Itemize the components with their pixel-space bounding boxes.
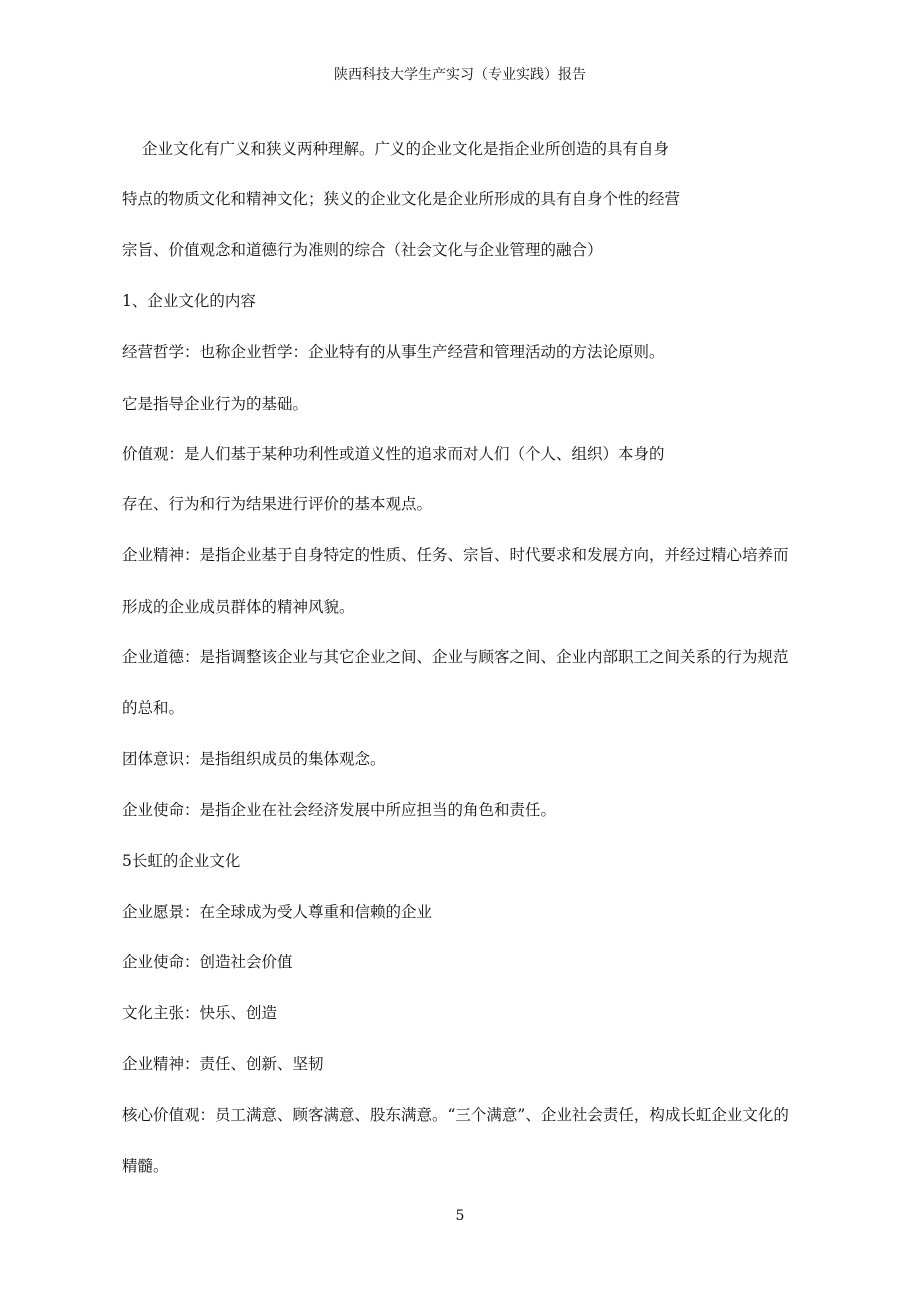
item-enterprise-spirit: 企业精神：是指企业基于自身特定的性质、任务、宗旨、时代要求和发展方向，并经过精心培养而: [122, 546, 789, 564]
item-enterprise-mission: 企业使命：是指企业在社会经济发展中所应担当的角色和责任。: [122, 801, 557, 819]
item-business-philosophy-cont: 它是指导企业行为的基础。: [122, 395, 309, 413]
item-team-awareness: 团体意识：是指组织成员的集体观念。: [122, 750, 386, 768]
section-heading-changhong: 5长虹的企业文化: [122, 852, 241, 870]
item-values-cont: 存在、行为和行为结果进行评价的基本观点。: [122, 495, 433, 513]
page-number: 5: [455, 1208, 465, 1224]
header-divider: [118, 92, 802, 93]
item-changhong-culture: 文化主张：快乐、创造: [122, 1004, 278, 1022]
item-enterprise-ethics: 企业道德：是指调整该企业与其它企业之间、企业与顾客之间、企业内部职工之间关系的行为规范: [122, 648, 789, 666]
item-business-philosophy: 经营哲学：也称企业哲学：企业特有的从事生产经营和管理活动的方法论原则。: [122, 343, 665, 361]
item-changhong-spirit: 企业精神：责任、创新、坚韧: [122, 1055, 324, 1073]
item-enterprise-ethics-cont: 的总和。: [122, 699, 185, 717]
section-heading-content: 1、企业文化的内容: [122, 292, 256, 310]
item-changhong-core-values: 核心价值观：员工满意、顾客满意、股东满意。“三个满意”、企业社会责任，构成长虹企业文化的: [122, 1106, 789, 1124]
item-values: 价值观：是人们基于某种功利性或道义性的追求而对人们（个人、组织）本身的: [122, 445, 665, 463]
item-enterprise-spirit-cont: 形成的企业成员群体的精神风貌。: [122, 598, 355, 616]
page-header: 陕西科技大学生产实习（专业实践）报告: [334, 67, 586, 83]
item-changhong-mission: 企业使命：创造社会价值: [122, 953, 293, 971]
paragraph-intro-line-2: 特点的物质文化和精神文化；狭义的企业文化是企业所形成的具有自身个性的经营: [122, 190, 681, 208]
paragraph-intro-line-3: 宗旨、价值观念和道德行为准则的综合（社会文化与企业管理的融合）: [122, 241, 603, 259]
item-changhong-vision: 企业愿景：在全球成为受人尊重和信赖的企业: [122, 903, 433, 921]
paragraph-intro-line-1: 企业文化有广义和狭义两种理解。广义的企业文化是指企业所创造的具有自身: [142, 140, 670, 158]
item-changhong-core-values-cont: 精髓。: [122, 1157, 169, 1175]
